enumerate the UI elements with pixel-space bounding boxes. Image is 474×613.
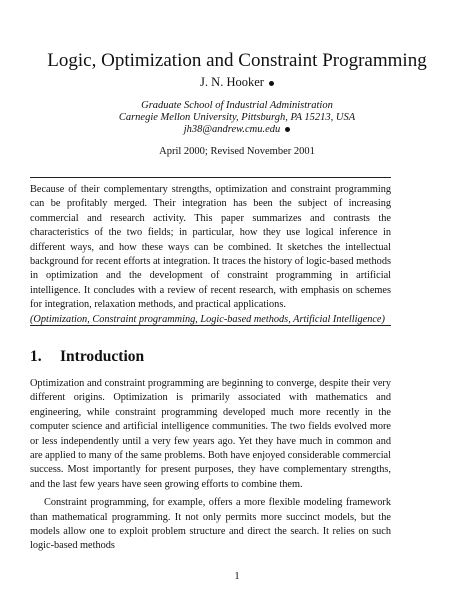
abstract-text: Because of their complementary strengths, optimization and constraint programming can be profitably merged. Their integration has been the subject of increasing commercial and research activity. This paper summarizes and contrasts the characteristics of the two fields; in particular, how they use logical inference in different ways, and how these ways can be combined. It sketches the intellectual background for recent efforts at integration. It traces the history of logic-based methods in optimization and the development of constraint programming in artificial intelligence. It concludes with a review of recent research, with emphasis on schemes for integration, relaxation methods, and practical applications. [30, 184, 391, 311]
paragraph: Optimization and constraint programming are beginning to converge, despite their very different origins. Optimization is primarily associated with mathematics and engineering, while constraint programming developed much more recently in the computer science and artificial intelligence communities. The two fields evolved more or less independently until a very few years ago. Yet they have much in common and are applied to many of the same problems. Both have enjoyed considerable commercial success. Most importantly for present purposes, they have complementary strengths, and the last few years have seen growing efforts to combine them. [30, 378, 391, 490]
email-line [0, 124, 474, 136]
affiliation-line-2: Carnegie Mellon University, Pittsburgh, PA 15213, USA [118, 112, 356, 123]
section-heading [30, 347, 391, 367]
footnote-bullet-icon [269, 81, 274, 86]
paper-title: Logic, Optimization and Constraint Programming [47, 50, 427, 71]
keywords: (Optimization, Constraint programming, Logic-based methods, Artificial Intelligence) [30, 313, 385, 325]
author-email: jh38@andrew.cmu.edu [183, 124, 281, 135]
body-text [30, 377, 391, 554]
page-number: 1 [234, 571, 240, 582]
abstract-bottom-rule [30, 325, 391, 326]
affiliation-line-1: Graduate School of Industrial Administration [141, 100, 333, 111]
section-title: Introduction [60, 348, 145, 365]
author-name: J. N. Hooker [200, 75, 264, 89]
abstract-top-rule [30, 177, 391, 178]
paper-date: April 2000; Revised November 2001 [159, 146, 315, 157]
footnote-bullet-icon [285, 127, 290, 132]
affiliation [0, 100, 474, 124]
abstract [30, 183, 391, 327]
section-number: 1. [30, 348, 42, 365]
paragraph: Constraint programming, for example, offers a more flexible modeling framework than mathematical programming. It not only permits more succinct models, but the models allow one to exploit problem structure and direct the search. It relies on such logic-based methods [30, 497, 391, 552]
author-line [0, 74, 474, 90]
